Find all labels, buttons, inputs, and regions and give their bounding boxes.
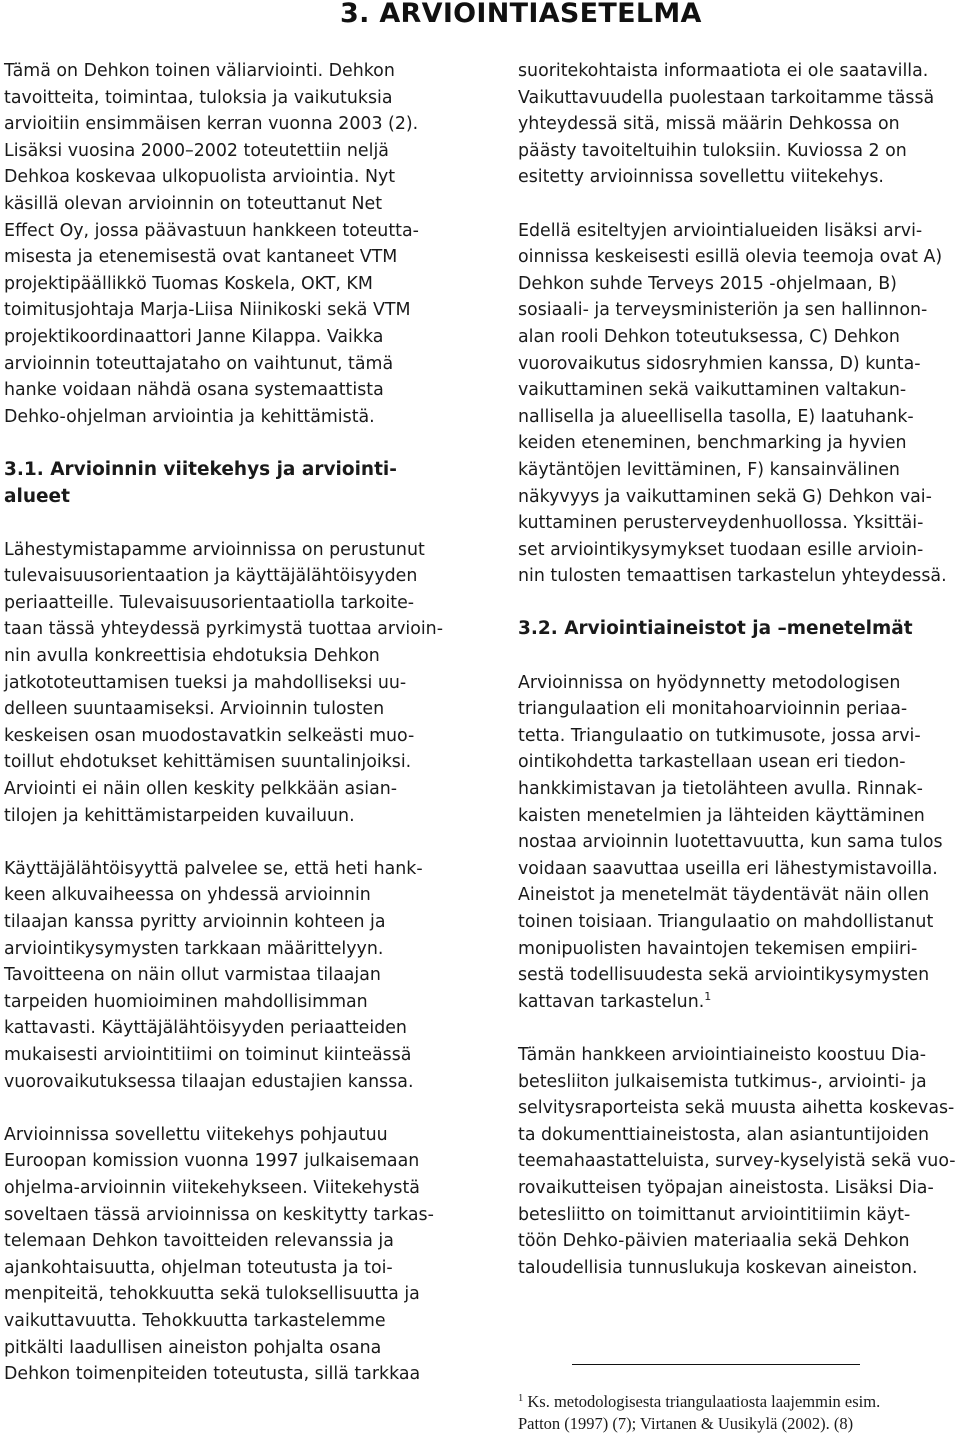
footnote-reference: 1 <box>704 989 712 1003</box>
text-line: tulevaisuusorientaation ja käyttäjälähtöisyyden <box>4 566 418 587</box>
spacer <box>518 1015 958 1042</box>
text-line: vuorovaikutuksessa tilaajan edustajien kanssa. <box>4 1071 414 1092</box>
text-line: kuttaminen perusterveydenhuollossa. Yksittäi- <box>518 513 924 534</box>
text-line: pitkälti laadullisen aineiston pohjalta osana <box>4 1337 382 1358</box>
text-line: betesliiton julkaisemista tutkimus-, arviointi- ja <box>518 1071 927 1092</box>
text-line: Tämä on Dehkon toinen väliarviointi. Dehkon <box>4 61 395 81</box>
text-line: näkyvyys ja vaikuttaminen sekä G) Dehkon vai- <box>518 486 932 507</box>
text-line: teemahaastatteluista, survey-kyselyistä sekä vuo- <box>518 1151 956 1172</box>
text-line: set arviointikysymykset tuodaan esille arvioin- <box>518 539 924 560</box>
left-column <box>4 58 454 1388</box>
text-line: toillut ehdotukset kehittämisen suuntalinjoiksi. <box>4 752 412 773</box>
triangulation-paragraph <box>518 670 958 1016</box>
chapter-title: 3. ARVIOINTIASETELMA <box>340 0 702 29</box>
text-line: telemaan Dehkon tavoitteiden relevanssia ja <box>4 1231 394 1252</box>
text-line: vaikuttavuutta. Tehokkuutta tarkastelemme <box>4 1310 386 1331</box>
text-line: selvitysraporteista sekä muusta aihetta koskevas- <box>518 1098 955 1119</box>
footnote <box>518 1391 880 1434</box>
text-line: suoritekohtaista informaatiota ei ole saatavilla. <box>518 61 929 81</box>
intro-paragraph <box>4 58 454 430</box>
text-line: menpiteitä, tehokkuutta sekä tuloksellisuutta ja <box>4 1284 420 1305</box>
spacer <box>518 191 958 218</box>
text-line: triangulaation eli monitahoarvioinnin periaa- <box>518 699 908 720</box>
heading-line: 3.1. Arvioinnin viitekehys ja arviointi- <box>4 458 397 480</box>
text-line: projektikoordinaattori Janne Kilappa. Vaikka <box>4 326 384 347</box>
text-line: misesta ja etenemisestä ovat kantaneet VTM <box>4 247 398 268</box>
text-line: keskeisen osan muodostavatkin selkeästi muo- <box>4 725 415 746</box>
section-heading-3-1 <box>4 457 454 510</box>
text-line: tarpeiden huomioiminen mahdollisimman <box>4 991 368 1012</box>
heading-line: 3.2. Arviointiaineistot ja –menetelmät <box>518 618 913 640</box>
text-line: tavoitteita, toimintaa, tuloksia ja vaikutuksia <box>4 87 393 108</box>
text-line: Tämän hankkeen arviointiaineisto koostuu Dia- <box>518 1044 927 1065</box>
text-line: sestä todellisuudesta sekä arviointikysymysten <box>518 965 930 986</box>
text-line: esitetty arvioinnissa sovellettu viitekehys. <box>518 167 884 188</box>
text-line: Effect Oy, jossa päävastuun hankkeen toteutta- <box>4 220 419 241</box>
text-line: Euroopan komission vuonna 1997 julkaisemaan <box>4 1151 420 1172</box>
text-line: voidaan saavuttaa useilla eri lähestymistavoilla. <box>518 858 938 879</box>
text-line: alan rooli Dehkon toteutuksessa, C) Dehkon <box>518 326 900 347</box>
text-line: Dehkoa koskevaa ulkopuolista arviointia. Nyt <box>4 167 396 188</box>
text-line: vuorovaikutus sidosryhmien kanssa, D) kunta- <box>518 353 921 374</box>
footnote-line: Patton (1997) (7); Virtanen & Uusikylä (2002). (8) <box>518 1413 854 1433</box>
text-line: jatkototeuttamisen tueksi ja mahdolliseksi uu- <box>4 672 407 693</box>
text-line: vaikuttaminen sekä vaikuttaminen valtakun- <box>518 380 907 401</box>
text-line: ohjelma-arvioinnin viitekehykseen. Viitekehystä <box>4 1177 420 1198</box>
text-line: hanke voidaan nähdä osana systemaattista <box>4 380 384 401</box>
materials-paragraph <box>518 1042 958 1281</box>
text-line: keiden eteneminen, benchmarking ja hyvien <box>518 433 907 454</box>
footnote-line <box>518 1391 880 1413</box>
text-line: soveltaen tässä arvioinnissa on keskitytty tarkas- <box>4 1204 434 1225</box>
text-line: Dehkon toimenpiteiden toteutusta, sillä tarkkaa <box>4 1364 421 1385</box>
text-line: taloudellisia tunnuslukuja koskevan aineiston. <box>518 1257 918 1278</box>
text-line: Tavoitteena on näin ollut varmistaa tilaajan <box>4 965 381 986</box>
text-line: Vaikuttavuudella puolestaan tarkoitamme tässä <box>518 87 935 108</box>
text-line: toimitusjohtaja Marja-Liisa Niinikoski sekä VTM <box>4 300 411 321</box>
footnote-text: Ks. metodologisesta triangulaatiosta laajemmin esim. <box>523 1392 881 1411</box>
text-line: Arvioinnissa on hyödynnetty metodologisen <box>518 672 901 693</box>
text-line: ajankohtaisuutta, ohjelman toteutusta ja toi- <box>4 1257 393 1278</box>
text-line: Arviointi ei näin ollen keskity pelkkään asian- <box>4 779 398 800</box>
text-line: Edellä esiteltyjen arviointialueiden lisäksi arvi- <box>518 220 923 241</box>
text-line: Aineistot ja menetelmät täydentävät näin ollen <box>518 885 930 906</box>
text-line <box>518 989 958 1016</box>
spacer <box>518 590 958 617</box>
text-line: tilaajan kanssa pyritty arvioinnin kohteen ja <box>4 912 386 932</box>
heading-line: alueet <box>4 485 70 507</box>
text-line: periaatteille. Tulevaisuusorientaatiolla tarkoite- <box>4 592 415 613</box>
text-line: projektipäällikkö Tuomas Koskela, OKT, KM <box>4 273 373 294</box>
user-orientation-paragraph <box>4 856 454 1095</box>
spacer <box>4 829 454 856</box>
text-line: yhteydessä sitä, missä määrin Dehkossa on <box>518 114 900 135</box>
text-line: päästy tavoiteltuihin tuloksiin. Kuviossa 2 on <box>518 140 907 161</box>
framework-paragraph <box>4 537 454 830</box>
spacer <box>4 430 454 457</box>
text-line: nostaa arvioinnin luotettavuutta, kun sama tulos <box>518 832 943 853</box>
text-line: arvioitiin ensimmäisen kerran vuonna 2003 (2). <box>4 114 419 135</box>
text-line: sosiaali- ja terveysministeriön ja sen hallinnon- <box>518 300 928 321</box>
spacer <box>4 1095 454 1122</box>
themes-paragraph <box>518 218 958 590</box>
text-line: toinen toisiaan. Triangulaatio on mahdollistanut <box>518 912 934 932</box>
text-line: betesliitto on toimittanut arviointitiimin käyt- <box>518 1204 911 1225</box>
text-line: keen alkuvaiheessa on yhdessä arvioinnin <box>4 885 371 906</box>
text-line: delleen suuntaamiseksi. Arvioinnin tulosten <box>4 699 385 720</box>
text-line: ta dokumenttiaineistosta, alan asiantuntijoiden <box>518 1124 930 1145</box>
text-line: kattavasti. Käyttäjälähtöisyyden periaatteiden <box>4 1018 407 1039</box>
text-line: Lähestymistapamme arvioinnissa on perustunut <box>4 539 425 560</box>
text-line: Dehko-ohjelman arviointia ja kehittämistä. <box>4 406 375 427</box>
section-heading-3-2 <box>518 616 958 643</box>
text-line: nin tulosten temaattisen tarkastelun yhteydessä. <box>518 566 947 587</box>
text-line: rovaikutteisen työpajan aineistosta. Lisäksi Dia- <box>518 1177 934 1198</box>
spacer <box>518 643 958 670</box>
text-line: monipuolisten havaintojen tekemisen empiiri- <box>518 938 918 959</box>
text-line: taan tässä yhteydessä pyrkimystä tuottaa arvioin- <box>4 619 443 640</box>
text-line: Arvioinnissa sovellettu viitekehys pohjautuu <box>4 1124 388 1145</box>
text-line: arviointikysymysten tarkkaan määrittelyyn. <box>4 938 384 959</box>
text-line: Lisäksi vuosina 2000–2002 toteutettiin neljä <box>4 140 389 161</box>
text-fragment: kattavan tarkastelun. <box>518 991 705 1012</box>
footnote-divider <box>572 1364 860 1365</box>
text-line: käytäntöjen levittäminen, F) kansainvälinen <box>518 459 900 480</box>
text-line: ointikohdetta tarkastellaan usean eri tiedon- <box>518 752 906 773</box>
text-line: Dehkon suhde Terveys 2015 -ohjelmaan, B) <box>518 273 897 294</box>
effectiveness-paragraph <box>518 58 958 191</box>
text-line: kaisten menetelmien ja lähteiden käyttäminen <box>518 805 925 826</box>
text-line: töön Dehko-päivien materiaalia sekä Dehkon <box>518 1231 910 1252</box>
text-line: käsillä olevan arvioinnin on toteuttanut Net <box>4 193 383 214</box>
text-line: mukaisesti arviointitiimi on toiminut kiinteässä <box>4 1044 412 1065</box>
footnote-number: 1 <box>518 1393 524 1404</box>
text-line: tetta. Triangulaatio on tutkimusote, jossa arvi- <box>518 725 921 746</box>
text-line: Käyttäjälähtöisyyttä palvelee se, että heti hank- <box>4 858 423 879</box>
right-column <box>518 58 958 1281</box>
text-line: tilojen ja kehittämistarpeiden kuvailuun. <box>4 805 355 826</box>
text-line: oinnissa keskeisesti esillä olevia teemoja ovat A) <box>518 247 943 268</box>
text-line: nin avulla konkreettisia ehdotuksia Dehkon <box>4 646 380 667</box>
spacer <box>4 510 454 537</box>
text-line: hankkimistavan ja tietolähteen avulla. Rinnak- <box>518 779 923 800</box>
text-line: nallisella ja alueellisella tasolla, E) laatuhank- <box>518 406 914 427</box>
eu-framework-paragraph <box>4 1122 454 1388</box>
text-line: arvioinnin toteuttajataho on vaihtunut, tämä <box>4 353 394 374</box>
